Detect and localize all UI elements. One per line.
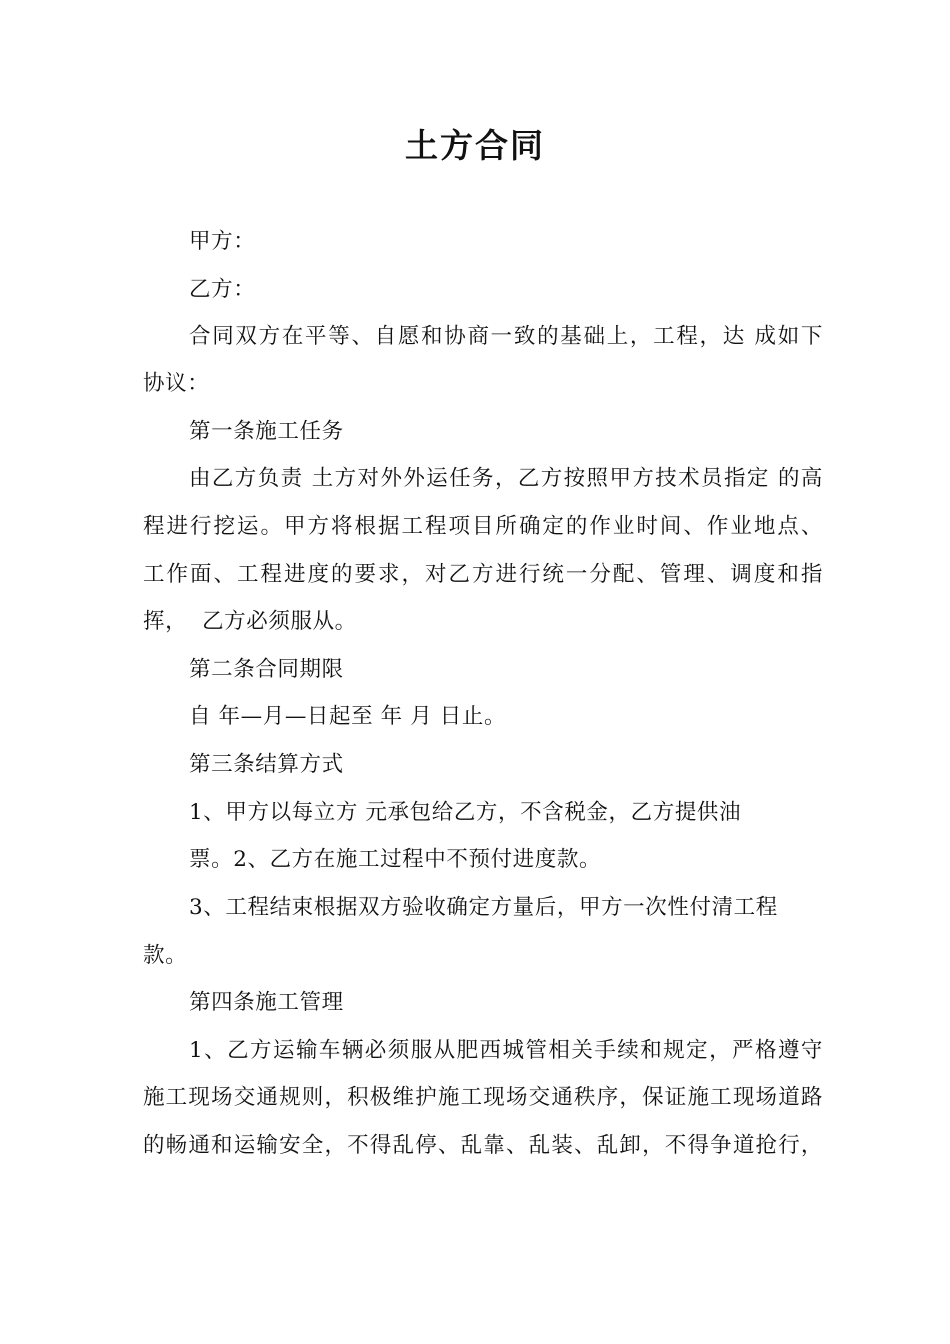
article-1-heading: 第一条施工任务 [189,419,344,444]
article-1-line-1: 由乙方负责 土方对外外运任务，乙方按照甲方技术员指定 的高 [189,466,823,491]
article-1-line-4: 挥， 乙方必须服从。 [143,609,357,634]
article-4-line-1: 1、乙方运输车辆必须服从肥西城管相关手续和规定，严格遵守 [189,1038,823,1063]
party-a-line: 甲方： [189,229,256,254]
article-3-line-1: 1、甲方以每立方 元承包给乙方，不含税金，乙方提供油 [189,800,742,825]
article-2-line-1: 自 年—月—日起至 年 月 日止。 [189,704,507,729]
document-title: 土方合同 [405,126,545,165]
party-b-line: 乙方： [189,277,256,302]
preamble-line-1: 合同双方在平等、自愿和协商一致的基础上，工程，达 成如下 [189,324,823,349]
article-3-heading: 第三条结算方式 [189,752,344,777]
preamble-line-2: 协议： [143,371,210,396]
article-1-line-2: 程进行挖运。甲方将根据工程项目所确定的作业时间、作业地点、 [143,514,823,539]
article-1-line-3: 工作面、工程进度的要求，对乙方进行统一分配、管理、调度和指 [143,562,823,587]
article-4-line-3: 的畅通和运输安全，不得乱停、乱靠、乱装、乱卸，不得争道抢行， [143,1133,823,1158]
article-4-line-2: 施工现场交通规则，积极维护施工现场交通秩序，保证施工现场道路 [143,1085,823,1110]
article-3-line-3: 3、工程结束根据双方验收确定方量后，甲方一次性付清工程 [189,895,778,920]
article-3-line-4: 款。 [143,943,188,968]
article-4-heading: 第四条施工管理 [189,990,344,1015]
article-3-line-2: 票。2、乙方在施工过程中不预付进度款。 [189,847,602,872]
article-2-heading: 第二条合同期限 [189,657,344,682]
